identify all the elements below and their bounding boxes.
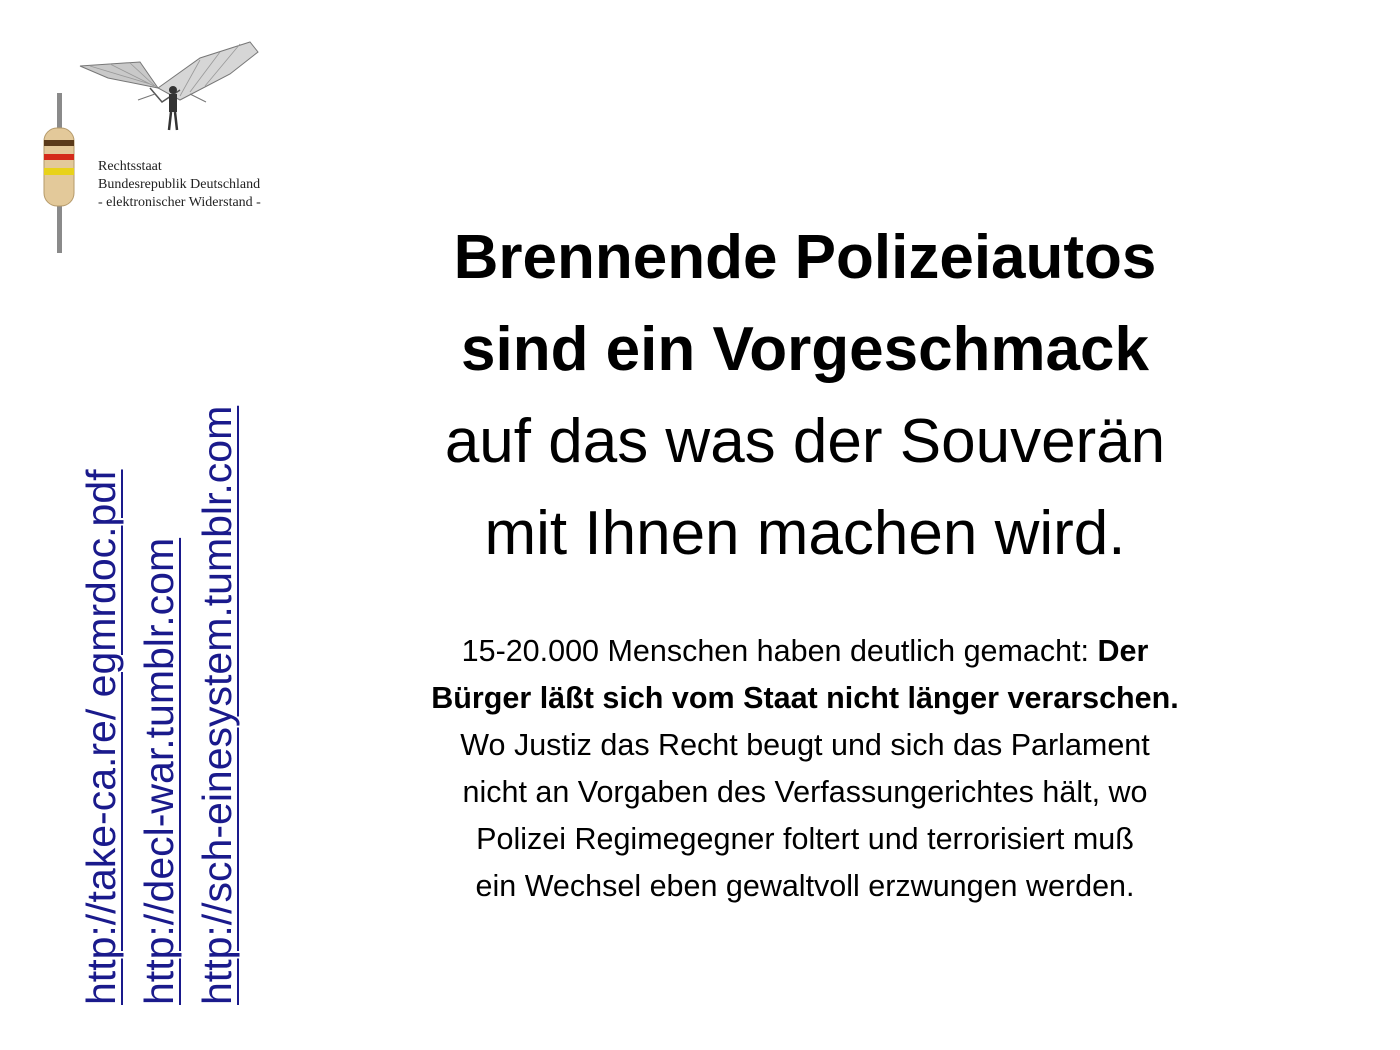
headline-line-4: mit Ihnen machen wird. — [484, 499, 1126, 568]
link-decl-war[interactable]: http://decl-war.tumblr.com — [136, 537, 182, 1005]
logo-line-3: - elektronischer Widerstand - — [98, 195, 261, 210]
logo-line-2: Bundesrepublik Deutschland — [98, 177, 261, 192]
body-line-3: Wo Justiz das Recht beugt und sich das Parlament — [460, 728, 1150, 762]
logo — [30, 30, 350, 255]
logo-line-1: Rechtsstaat — [98, 159, 162, 174]
body-line-6: ein Wechsel eben gewaltvoll erzwungen werden. — [475, 869, 1135, 903]
logo-text — [98, 158, 261, 212]
headline-line-2: sind ein Vorgeschmack — [461, 315, 1149, 384]
headline — [360, 212, 1250, 580]
body-line-1 — [380, 628, 1230, 675]
body-line-4: nicht an Vorgaben des Verfassungerichtes hält, wo — [462, 775, 1148, 809]
body-bold-start: Der — [1097, 634, 1149, 668]
body-bold-rest: Bürger läßt sich vom Staat nicht länger verarschen. — [431, 681, 1179, 715]
body-paragraph — [380, 628, 1230, 910]
body-intro: 15-20.000 Menschen haben deutlich gemacht: — [461, 634, 1098, 668]
body-line-5: Polizei Regimegegner foltert und terrorisiert muß — [476, 822, 1134, 856]
link-egmrdoc[interactable]: http://take-ca.re/ egmrdoc.pdf — [78, 469, 124, 1005]
glider-resistor-icon — [30, 30, 350, 255]
headline-line-1: Brennende Polizeiautos — [453, 223, 1157, 292]
headline-line-3: auf das was der Souverän — [444, 407, 1166, 476]
link-sch-einesystem[interactable]: http://sch-einesystem.tumblr.com — [194, 405, 240, 1005]
vertical-links — [72, 345, 246, 1005]
